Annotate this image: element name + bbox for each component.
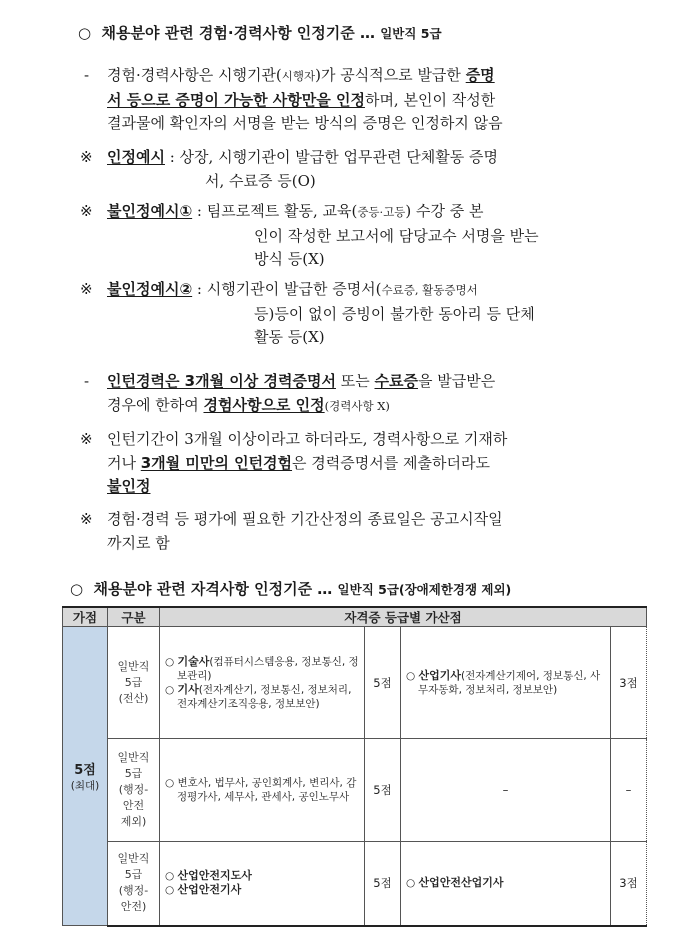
section2-marker: ○ (70, 580, 84, 598)
points-cell (63, 627, 108, 926)
item-cert-rule (84, 64, 503, 136)
right-score: – (611, 739, 647, 842)
section2-title (70, 578, 511, 599)
section2-subtitle: 일반직 5급(장애제한경쟁 제외) (337, 582, 512, 597)
approved-example-label: 인정예시 (107, 148, 165, 166)
table-row (63, 627, 647, 739)
item-cert-line1: 경험·경력사항은 시행기관(시행자)가 공식적으로 발급한 증명 (107, 66, 495, 84)
section1-marker: ○ (78, 24, 92, 42)
rejected-example-2-label: 불인정예시② (107, 280, 193, 298)
table-row (63, 739, 647, 842)
left-score: 5점 (365, 627, 401, 739)
header-bonus-by-grade: 자격증 등급별 가산점 (160, 607, 647, 627)
item-cert-line3: 결과물에 확인자의 서명을 받는 방식의 증명은 인정하지 않음 (107, 114, 503, 132)
certificate-score-table (62, 606, 647, 927)
left-cert-list: ○ 기술사(컴퓨터시스템응용, 정보통신, 정보관리) ○ 기사(전자계산기, 정보통신, 정보처리, 전자계산기조직응용, 정보보안) (160, 627, 365, 739)
right-cert-list: ○ 산업기사(전자계산기제어, 정보통신, 사무자동화, 정보처리, 정보보안) (401, 627, 611, 739)
section1-title-text: 채용분야 관련 경험·경력사항 인정기준 … (101, 24, 375, 42)
left-cert-list: ○ 변호사, 법무사, 공인회계사, 변리사, 감정평가사, 세무사, 관세사, 공인노무사 (160, 739, 365, 842)
note-marker: ※ (80, 430, 93, 448)
note-approved-example: ※ 인정예시 : 상장, 시행기관이 발급한 업무관련 단체활동 증명 서, 수료증 등(O) (80, 148, 498, 190)
right-cert-list: ○ 산업안전산업기사 (401, 842, 611, 926)
note-marker: ※ (80, 280, 93, 298)
item-intern-rule: - 인턴경력은 3개월 이상 경력증명서 또는 수료증을 발급받은 경우에 한하여 경험사항으로 인정(경력사항 X) (84, 372, 496, 414)
points-sub: (최대) (70, 780, 100, 792)
left-score: 5점 (365, 842, 401, 926)
rejected-example-1-label: 불인정예시① (107, 202, 193, 220)
division-cell: 일반직 5급 (행정- 안전) (108, 842, 160, 926)
note-marker: ※ (80, 202, 93, 220)
left-cert-list: ○ 산업안전지도사 ○ 산업안전기사 (160, 842, 365, 926)
item-cert-line2: 서 등으로 증명이 가능한 사항만을 인정하며, 본인이 작성한 (107, 90, 496, 109)
note-marker: ※ (80, 510, 93, 528)
note-intern-exception: ※ 인턴기간이 3개월 이상이라고 하더라도, 경력사항으로 기재하 거나 3개월 미만의 인턴경험은 경력증명서를 제출하더라도 불인정 (80, 430, 508, 495)
item-marker: - (84, 66, 90, 84)
header-points: 가점 (63, 607, 108, 627)
note-rejected-example-2: ※ 불인정예시② : 시행기관이 발급한 증명서(수료증, 활동증명서 등)등이 없이 증빙이 불가한 동아리 등 단체 활동 등(X) (80, 280, 535, 346)
division-cell: 일반직 5급 (행정- 안전 제외) (108, 739, 160, 842)
division-cell: 일반직 5급 (전산) (108, 627, 160, 739)
section1-title (78, 22, 442, 43)
note-period-end: ※ 경험·경력 등 평가에 필요한 기간산정의 종료일은 공고시작일 까지로 함 (80, 510, 503, 552)
item-marker: - (84, 372, 90, 390)
points-main: 5점 (74, 763, 96, 778)
table-row (63, 842, 647, 926)
note-marker: ※ (80, 148, 93, 166)
note-rejected-example-1: ※ 불인정예시① : 팀프로젝트 활동, 교육(중등·고등) 수강 중 본 인이 작성한 보고서에 담당교수 서명을 받는 방식 등(X) (80, 202, 539, 268)
right-score: 3점 (611, 627, 647, 739)
header-division: 구분 (108, 607, 160, 627)
right-cert-list: – (401, 739, 611, 842)
right-score: 3점 (611, 842, 647, 926)
section1-subtitle: 일반직 5급 (380, 26, 442, 41)
section2-title-text: 채용분야 관련 자격사항 인정기준 … (93, 580, 333, 598)
left-score: 5점 (365, 739, 401, 842)
